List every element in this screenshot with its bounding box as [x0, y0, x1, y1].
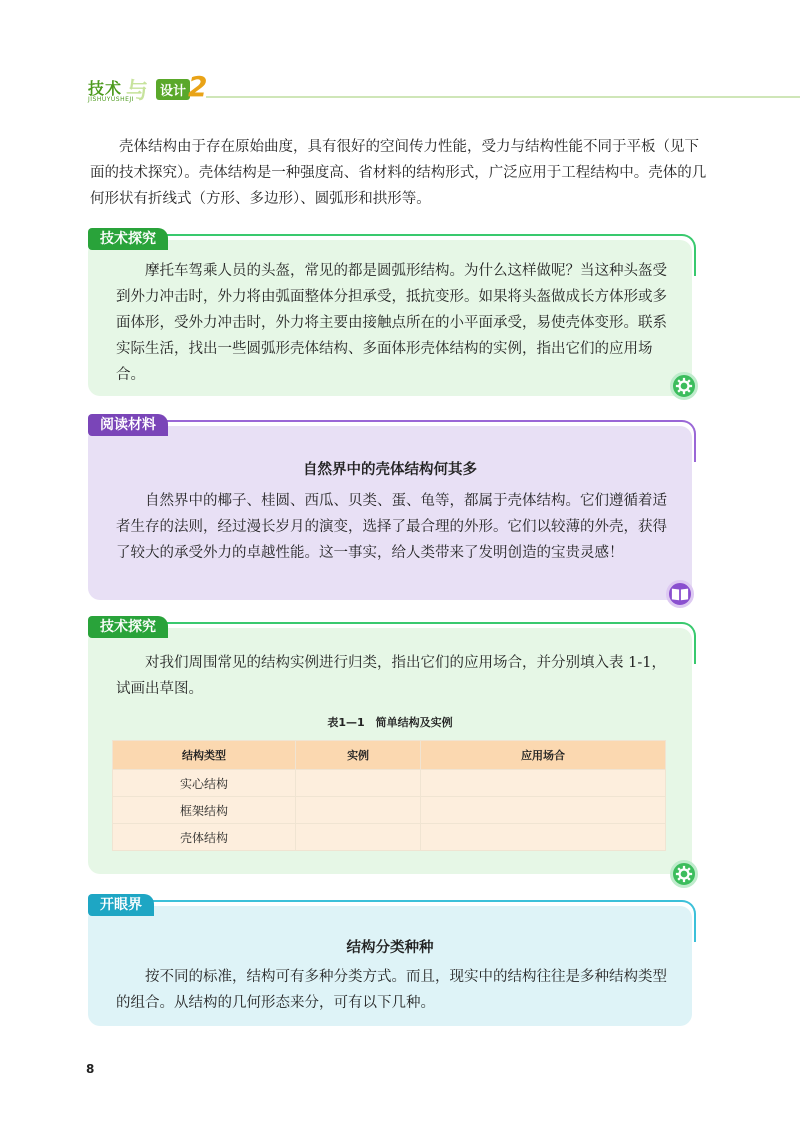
table-caption: 表1—1 简单结构及实例: [327, 716, 453, 729]
page-header: [88, 70, 800, 110]
table-row: [113, 797, 666, 824]
table-cell: 壳体结构: [113, 824, 296, 851]
box-text: 摩托车驾乘人员的头盔，常见的都是圆弧形结构。为什么这样做呢？当这种头盔受到外力冲击时，外力将由弧面整体分担承受，抵抗变形。如果将头盔做成长方体形或多面体形，受外力冲击时，外力将主要由接触点所在的小平面承受，易使壳体变形。联系实际生活，找出一些圆弧形壳体结构、多面体形壳体结构的实例，指出它们的应用场合。: [116, 263, 667, 383]
table-cell: [421, 770, 666, 797]
table-cell: 框架结构: [113, 797, 296, 824]
horizon-title: 结构分类种种: [346, 940, 434, 956]
table-cell: [296, 824, 421, 851]
gear-icon: [670, 860, 698, 888]
box-frame: [148, 420, 696, 462]
book-icon: [666, 580, 694, 608]
tech-explore-box-1: [88, 231, 692, 396]
table-row: [113, 770, 666, 797]
reading-box: [88, 417, 692, 600]
box-text: 按不同的标准，结构可有多种分类方式。而且，现实中的结构往往是多种结构类型的组合。从结构的几何形态来分，可有以下几种。: [116, 969, 667, 1011]
structure-table: [112, 740, 666, 851]
logo-subtitle: JISHUYUSHEJI: [88, 96, 134, 103]
table-cell: [296, 797, 421, 824]
table-header-row: [113, 741, 666, 770]
logo-design: 设计: [156, 79, 190, 100]
table-cell: [421, 824, 666, 851]
box-text: 自然界中的椰子、桂圆、西瓜、贝类、蛋、龟等，都属于壳体结构。它们遵循着适者生存的法则，经过漫长岁月的演变，选择了最合理的外形。它们以较薄的外壳，获得了较大的承受外力的卓越性能。这一事实，给人类带来了发明创造的宝贵灵感！: [116, 493, 667, 561]
column-header: 实例: [296, 741, 421, 770]
box-tag: 阅读材料: [88, 414, 168, 436]
table-cell: [421, 797, 666, 824]
box-tag: 技术探究: [88, 228, 168, 250]
table-cell: 实心结构: [113, 770, 296, 797]
header-rule: [206, 96, 800, 98]
box-text: 对我们周围常见的结构实例进行归类，指出它们的应用场合，并分别填入表 1-1，试画出草图。: [116, 655, 666, 697]
reading-title: 自然界中的壳体结构何其多: [303, 462, 477, 478]
logo-number: 2: [188, 70, 208, 103]
column-header: 应用场合: [421, 741, 666, 770]
box-tag: 技术探究: [88, 616, 168, 638]
logo-main: 技术: [88, 79, 123, 98]
logo-amp: 与: [126, 79, 149, 104]
box-tag: 开眼界: [88, 894, 154, 916]
intro-paragraph: 壳体结构由于存在原始曲度，具有很好的空间传力性能，受力与结构性能不同于平板（见下面的技术探究）。壳体结构是一种强度高、省材料的结构形式，广泛应用于工程结构中。壳体的几何形状有折线式（方形、多边形）、圆弧形和拱形等。: [90, 139, 707, 207]
gear-icon: [670, 372, 698, 400]
table-cell: [296, 770, 421, 797]
page-number: 8: [86, 1062, 95, 1076]
column-header: 结构类型: [113, 741, 296, 770]
broaden-horizon-box: [88, 897, 692, 1026]
table-row: [113, 824, 666, 851]
